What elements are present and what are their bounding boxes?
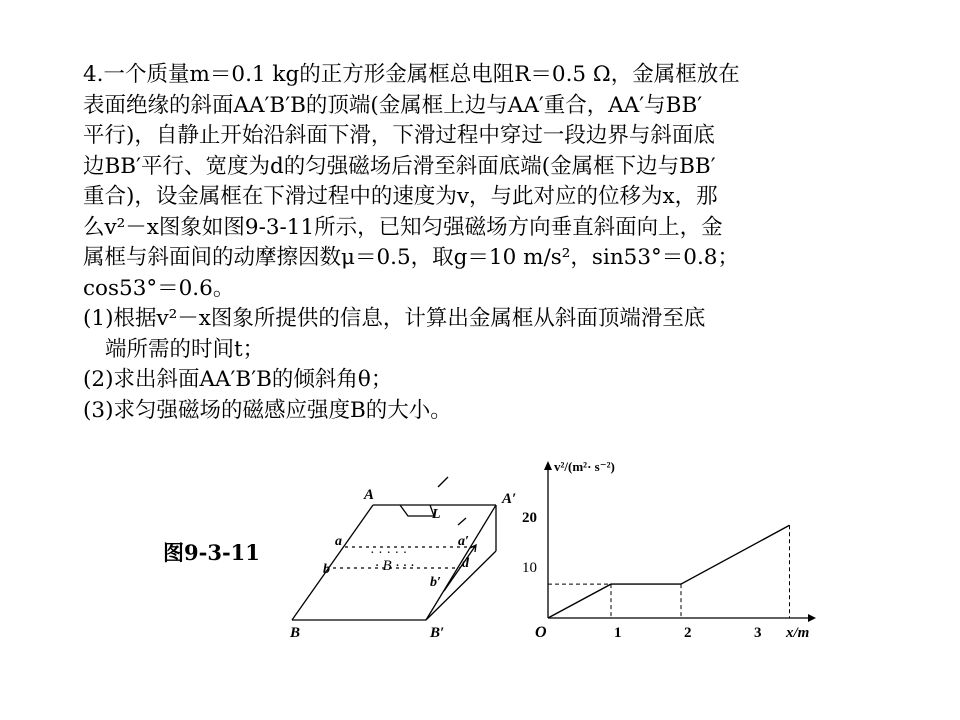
side-arrow [458, 518, 466, 525]
question-1-line-2: 端所需的时间t； [105, 336, 265, 362]
problem-line-5: 重合)，设金属框在下滑过程中的速度为v，与此对应的位移为x，那 [83, 184, 718, 209]
incline-diagram [280, 455, 520, 645]
x-tick-label: 1 [614, 625, 622, 641]
problem-line-4: 边BB′平行、宽度为d的匀强磁场后滑至斜面底端(金属框下边与BB′ [83, 153, 716, 179]
label-a: a [335, 534, 342, 549]
label-B-prime: B′ [430, 625, 445, 641]
label-L: L [432, 507, 441, 522]
problem-line-1: 4.一个质量m＝0.1 kg的正方形金属框总电阻R＝0.5 Ω，金属框放在 [83, 62, 740, 87]
x-tick-label: 3 [754, 625, 762, 641]
problem-line-2: 表面绝缘的斜面AA′B′B的顶端(金属框上边与AA′重合，AA′与BB′ [83, 92, 703, 118]
v2-x-line [548, 525, 790, 618]
y-axis-arrow [544, 461, 552, 470]
label-b: b [323, 562, 330, 577]
label-A: A [364, 487, 375, 503]
question-2: (2)求出斜面AA′B′B的倾斜角θ； [83, 367, 393, 392]
top-arrow [438, 477, 448, 487]
metal-frame [400, 505, 434, 516]
edge-AB [292, 505, 373, 620]
problem-line-8: cos53°＝0.6。 [83, 275, 235, 301]
v2-x-chart [522, 455, 828, 645]
problem-line-7: 属框与斜面间的动摩擦因数μ＝0.5，取g＝10 m/s²，sin53°＝0.8； [83, 245, 739, 270]
x-axis-label: x/m [786, 625, 810, 641]
label-b-prime: b′ [430, 575, 441, 590]
y-tick-label: 20 [522, 510, 537, 526]
label-B: B [290, 625, 301, 641]
field-dots: · · · · · [370, 546, 408, 561]
label-d: d [462, 556, 469, 571]
problem-line-6: 么v²－x图象如图9-3-11所示，已知匀强磁场方向垂直斜面向上，金 [83, 214, 723, 240]
problem-line-3: 平行)，自静止开始沿斜面下滑，下滑过程中穿过一段边界与斜面底 [83, 123, 715, 148]
x-tick-label: 2 [684, 625, 692, 641]
y-tick-label: 10 [522, 560, 537, 576]
origin-label: O [535, 624, 547, 641]
field-label-B: · B · · · [375, 558, 415, 574]
figure-label: 图9-3-11 [163, 540, 260, 565]
x-axis-arrow [808, 614, 816, 622]
slide-arrow [444, 545, 476, 591]
label-a-prime: a′ [458, 534, 469, 549]
problem-text [83, 60, 873, 426]
question-1-line-1: (1)根据v²－x图象所提供的信息，计算出金属框从斜面顶端滑至底 [83, 306, 706, 331]
y-axis-label: v²/(m²· s⁻²) [554, 459, 615, 474]
label-A-prime: A′ [502, 491, 517, 507]
question-3: (3)求匀强磁场的磁感应强度B的大小。 [83, 397, 452, 423]
